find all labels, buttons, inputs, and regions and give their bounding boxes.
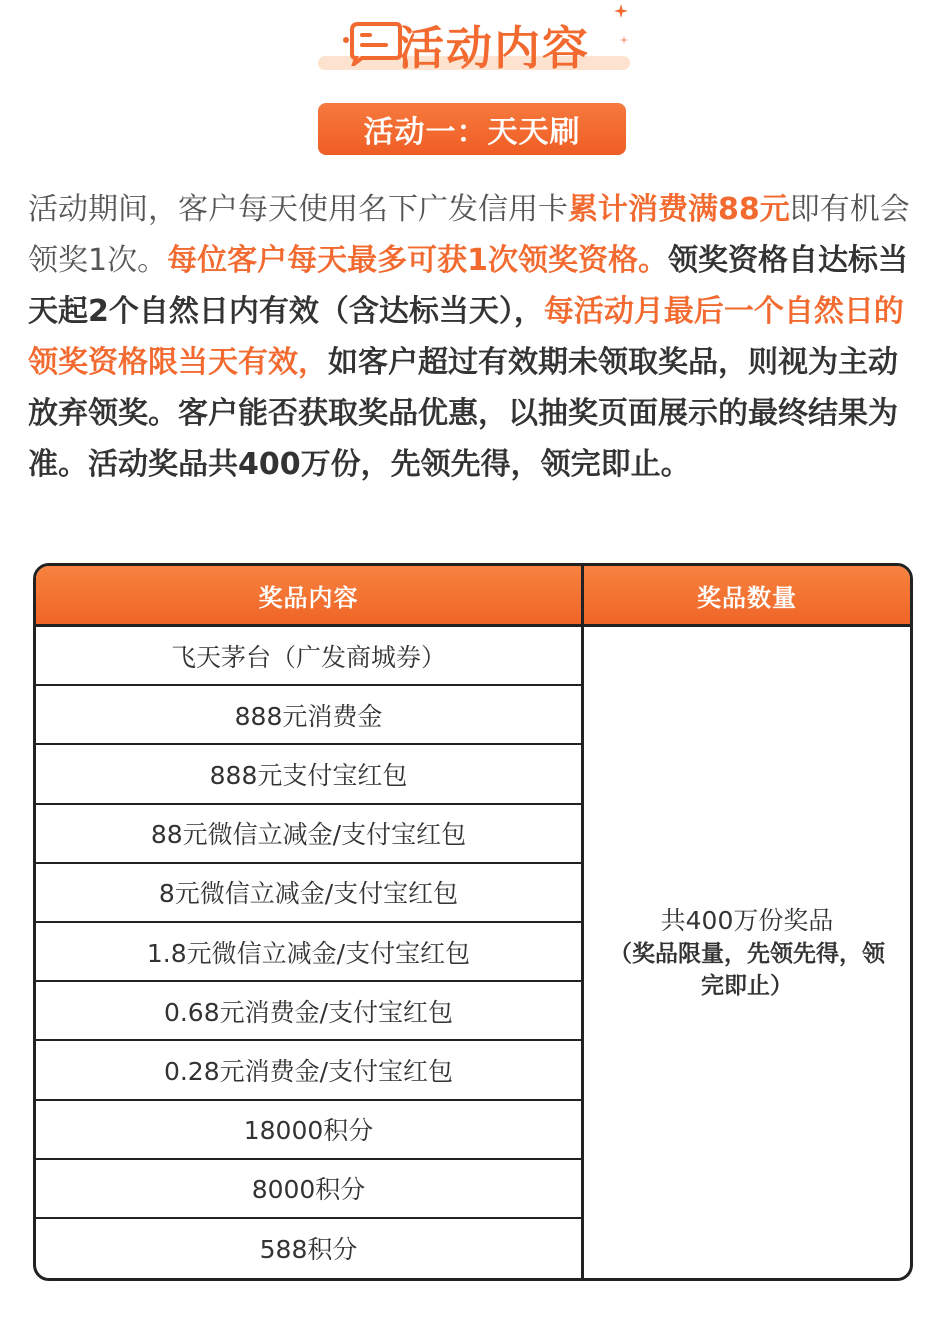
sparkle-icon [620,36,628,44]
sparkle-icon [614,4,628,18]
table-row: 18000积分 [36,1101,581,1160]
desc-bold: 如客户超过有效期未领取奖品，则视为主动放弃领奖。客户能否获取奖品优惠，以抽奖页面展示的最终结果为准。活动奖品共400万份，先领先得，领完即止。 [28,345,898,482]
table-row: 8000积分 [36,1160,581,1219]
section-header-inner [318,6,630,75]
table-row: 888元消费金 [36,686,581,745]
quantity-note: （奖品限量，先领先得，领完即止） [609,940,885,999]
table-row: 飞天茅台（广发商城券） [36,627,581,686]
table-row: 8元微信立减金/支付宝红包 [36,864,581,923]
table-row: 88元微信立减金/支付宝红包 [36,805,581,864]
header-prize-quantity: 奖品数量 [697,583,797,612]
table-header [36,566,910,627]
desc-bold: 领奖资格自达标当天起2个自然日内有效（含达标当天）， [28,243,908,329]
header-prize-content: 奖品内容 [258,583,359,612]
desc-text: 活动期间，客户每天使用名下广发信用卡 [28,192,568,227]
prize-quantity-cell [584,627,910,1278]
prize-table [33,563,913,1281]
chat-window-icon [340,18,406,66]
desc-text: 即有机会领奖1次。 [28,192,910,278]
quantity-total: 共400万份奖品 [660,905,834,935]
table-row: 1.8元微信立减金/支付宝红包 [36,923,581,982]
activity-label: 活动一：天天刷 [318,103,626,155]
section-header [0,0,947,80]
section-title: 活动内容 [398,21,590,75]
table-row: 888元支付宝红包 [36,745,581,804]
prize-list [36,627,581,1278]
activity-description [28,184,923,490]
desc-highlight: 累计消费满88元 [568,192,790,227]
table-row: 0.28元消费金/支付宝红包 [36,1041,581,1100]
desc-highlight: 每位客户每天最多可获1次领奖资格。 [167,243,668,278]
table-row: 588积分 [259,1235,358,1265]
desc-highlight: 每活动月最后一个自然日的领奖资格限当天有效， [28,294,904,380]
table-row: 0.68元消费金/支付宝红包 [36,982,581,1041]
